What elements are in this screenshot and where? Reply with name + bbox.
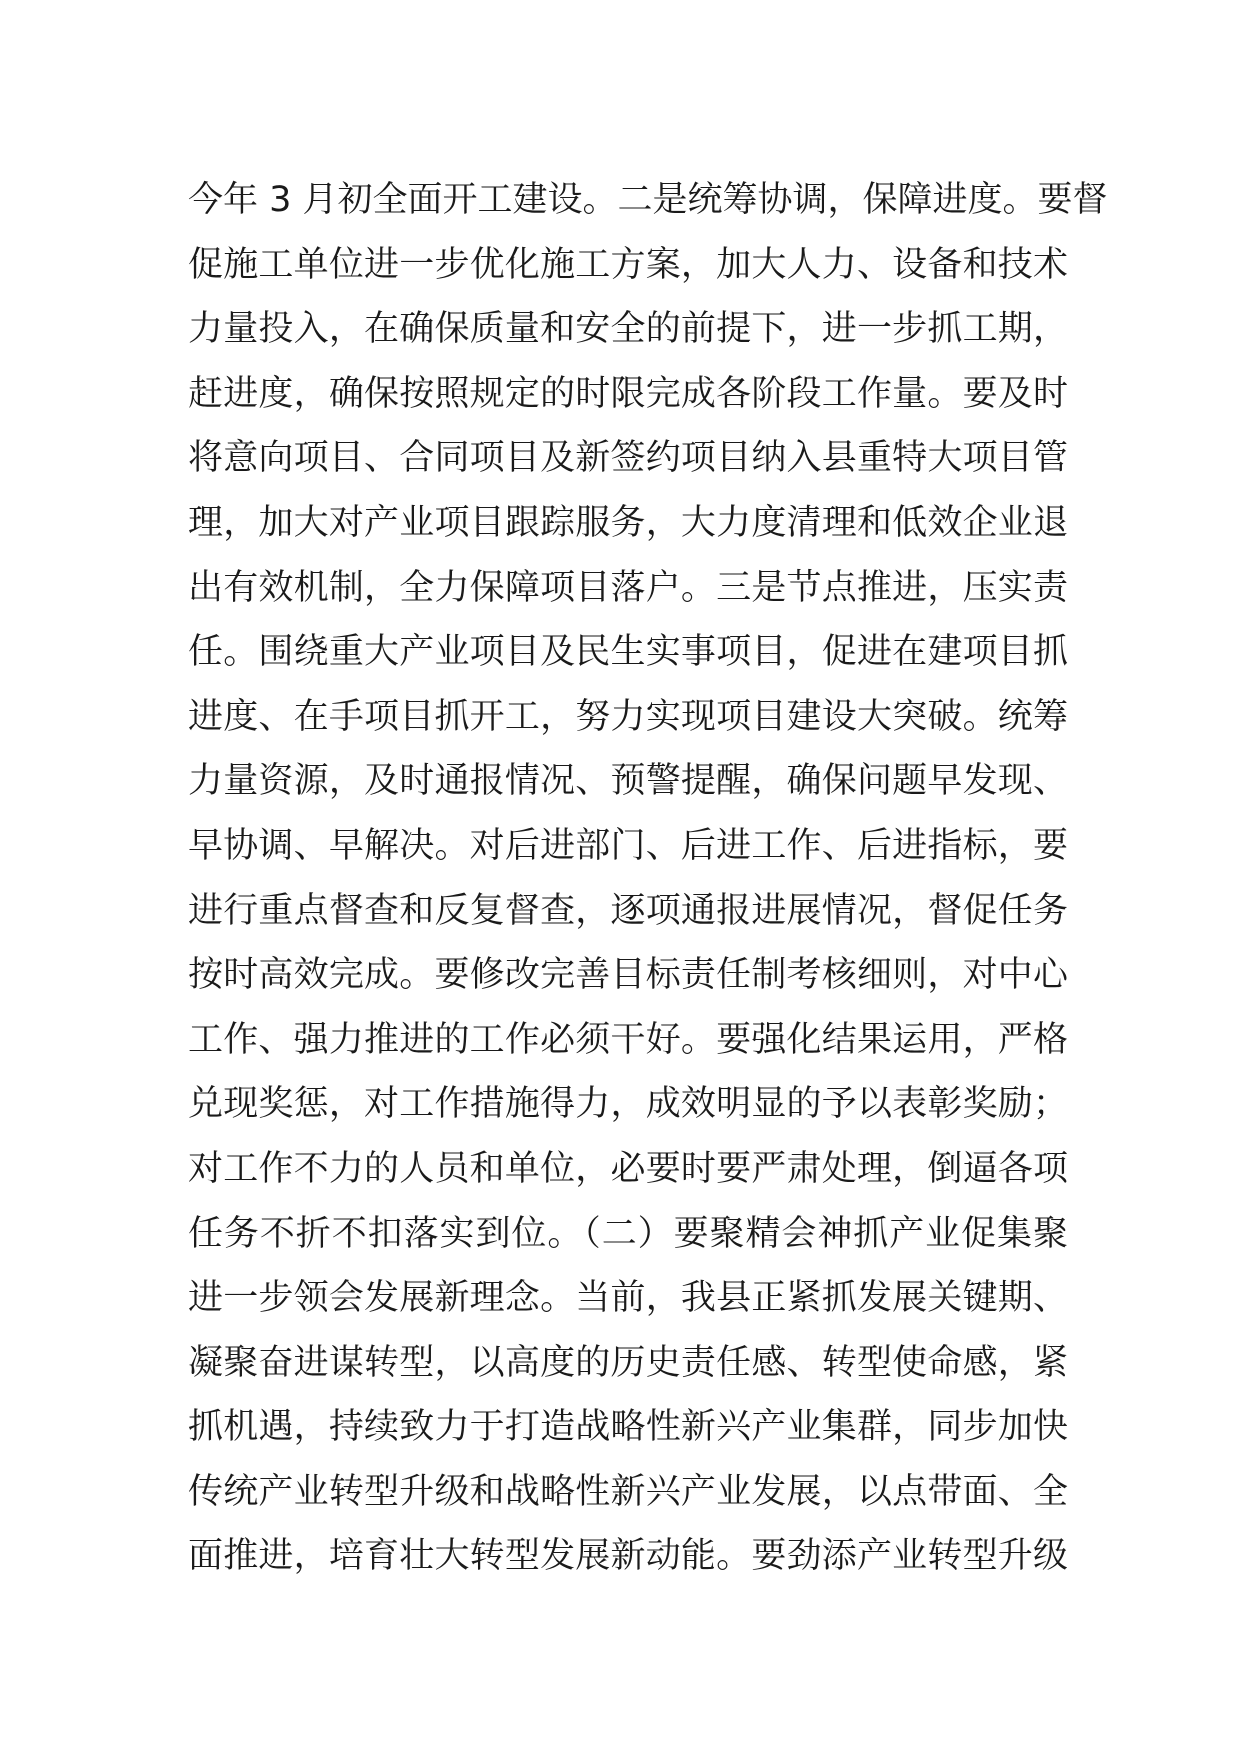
text-line: 理，加大对产业项目跟踪服务，大力度清理和低效企业退 (188, 502, 1068, 543)
text-line: 出有效机制，全力保障项目落户。三是节点推进，压实责 (188, 567, 1068, 608)
text-line: 工作、强力推进的工作必须干好。要强化结果运用，严格 (188, 1019, 1068, 1060)
body-text (188, 168, 1108, 1589)
text-line: 抓机遇，持续致力于打造战略性新兴产业集群，同步加快 (188, 1407, 1068, 1448)
text-line: 进行重点督查和反复督查，逐项通报进展情况，督促任务 (188, 890, 1068, 931)
text-line: 传统产业转型升级和战略性新兴产业发展，以点带面、全 (188, 1471, 1068, 1512)
text-line: 今年 3 月初全面开工建设。二是统筹协调，保障进度。要督 (188, 180, 1108, 220)
text-line: 按时高效完成。要修改完善目标责任制考核细则，对中心 (188, 955, 1068, 996)
text-line: 促施工单位进一步优化施工方案，加大人力、设备和技术 (188, 244, 1068, 285)
text-line: 力量资源，及时通报情况、预警提醒，确保问题早发现、 (188, 761, 1068, 802)
text-line: 进一步领会发展新理念。当前，我县正紧抓发展关键期、 (188, 1278, 1068, 1319)
text-line: 将意向项目、合同项目及新签约项目纳入县重特大项目管 (188, 438, 1068, 479)
text-line: 任。围绕重大产业项目及民生实事项目，促进在建项目抓 (188, 632, 1068, 673)
text-line: 早协调、早解决。对后进部门、后进工作、后进指标，要 (188, 825, 1068, 866)
text-line: 进度、在手项目抓开工，努力实现项目建设大突破。统筹 (188, 696, 1068, 737)
text-line: 力量投入，在确保质量和安全的前提下，进一步抓工期， (188, 309, 1068, 350)
text-line: 面推进，培育壮大转型发展新动能。要劲添产业转型升级 (188, 1536, 1068, 1577)
text-line: 任务不折不扣落实到位。（二）要聚精会神抓产业促集聚 (188, 1213, 1068, 1254)
text-line: 赶进度，确保按照规定的时限完成各阶段工作量。要及时 (188, 373, 1068, 414)
text-line: 对工作不力的人员和单位，必要时要严肃处理，倒逼各项 (188, 1148, 1068, 1189)
text-line: 凝聚奋进谋转型，以高度的历史责任感、转型使命感，紧 (188, 1342, 1068, 1383)
text-line: 兑现奖惩，对工作措施得力，成效明显的予以表彰奖励； (188, 1084, 1068, 1125)
